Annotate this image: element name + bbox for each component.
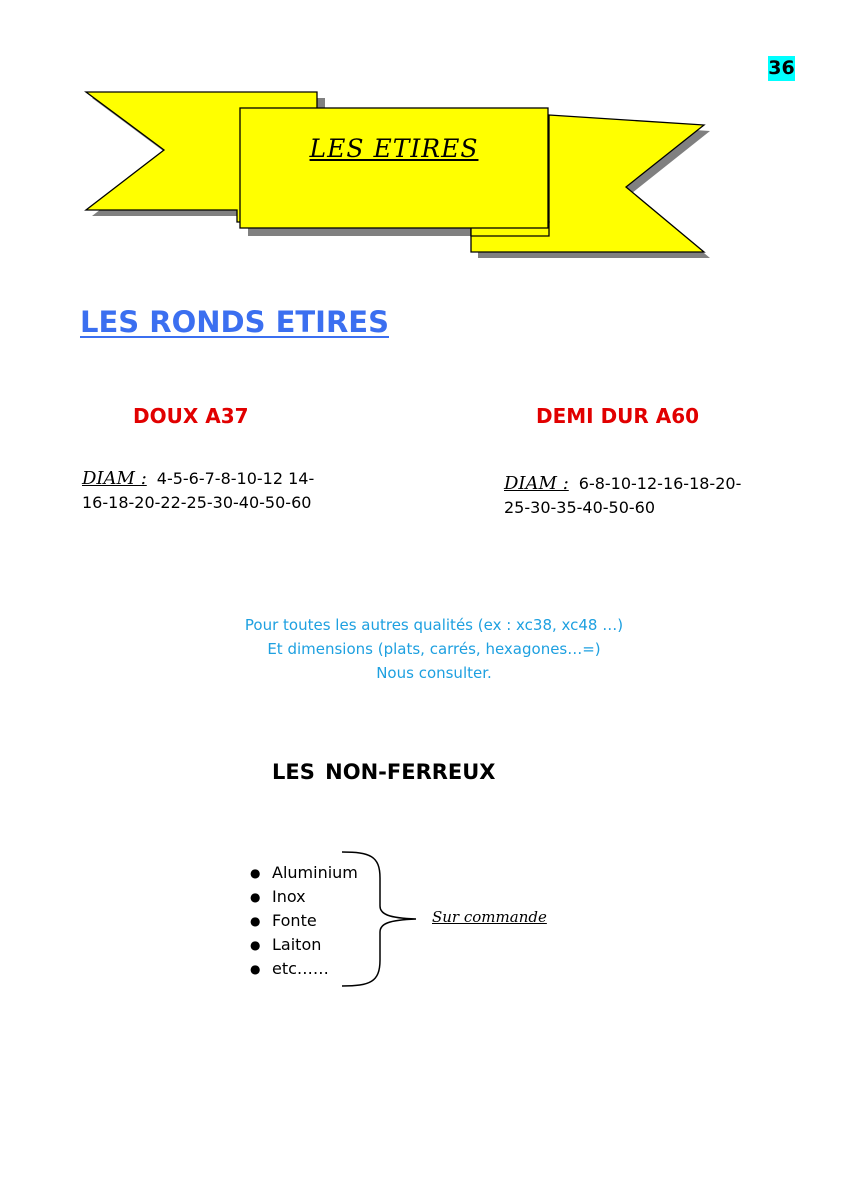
diameter-list-demi-dur — [504, 472, 744, 520]
nonferrous-title: LES NON-FERREUX — [272, 760, 496, 784]
banner-title: LES ETIRES — [309, 134, 479, 163]
bullet-icon: ● — [250, 890, 261, 904]
grade-doux-a37: DOUX A37 — [133, 404, 249, 428]
section-title: LES RONDS ETIRES — [80, 305, 389, 339]
diam-label: DIAM : — [82, 468, 147, 489]
bullet-icon: ● — [250, 962, 261, 976]
list-item: ● Laiton — [250, 933, 358, 957]
bullet-icon: ● — [250, 914, 261, 928]
list-item: ● Aluminium — [250, 861, 358, 885]
list-item: ● Fonte — [250, 909, 358, 933]
diam-values: 4-5-6-7-8-10-12 14-16-18-20-22-25-30-40-50-60 — [82, 469, 315, 512]
diameter-list-doux — [82, 467, 322, 515]
list-item: ● etc…… — [250, 957, 358, 981]
consult-line-3: Nous consulter. — [376, 664, 492, 682]
page-number: 36 — [768, 57, 795, 79]
consult-note — [180, 613, 688, 685]
curly-brace-icon — [340, 850, 420, 988]
consult-line-2: Et dimensions (plats, carrés, hexagones…=) — [267, 640, 601, 658]
list-item: ● Inox — [250, 885, 358, 909]
bullet-icon: ● — [250, 866, 261, 880]
consult-line-1: Pour toutes les autres qualités (ex : xc38, xc48 …) — [244, 616, 624, 634]
grade-demi-dur-a60: DEMI DUR A60 — [536, 404, 700, 428]
ribbon-banner — [80, 88, 720, 268]
diam-label: DIAM : — [504, 473, 569, 494]
on-order-note: Sur commande — [432, 908, 547, 926]
diam-values: 6-8-10-12-16-18-20-25-30-35-40-50-60 — [504, 474, 742, 517]
bullet-icon: ● — [250, 938, 261, 952]
